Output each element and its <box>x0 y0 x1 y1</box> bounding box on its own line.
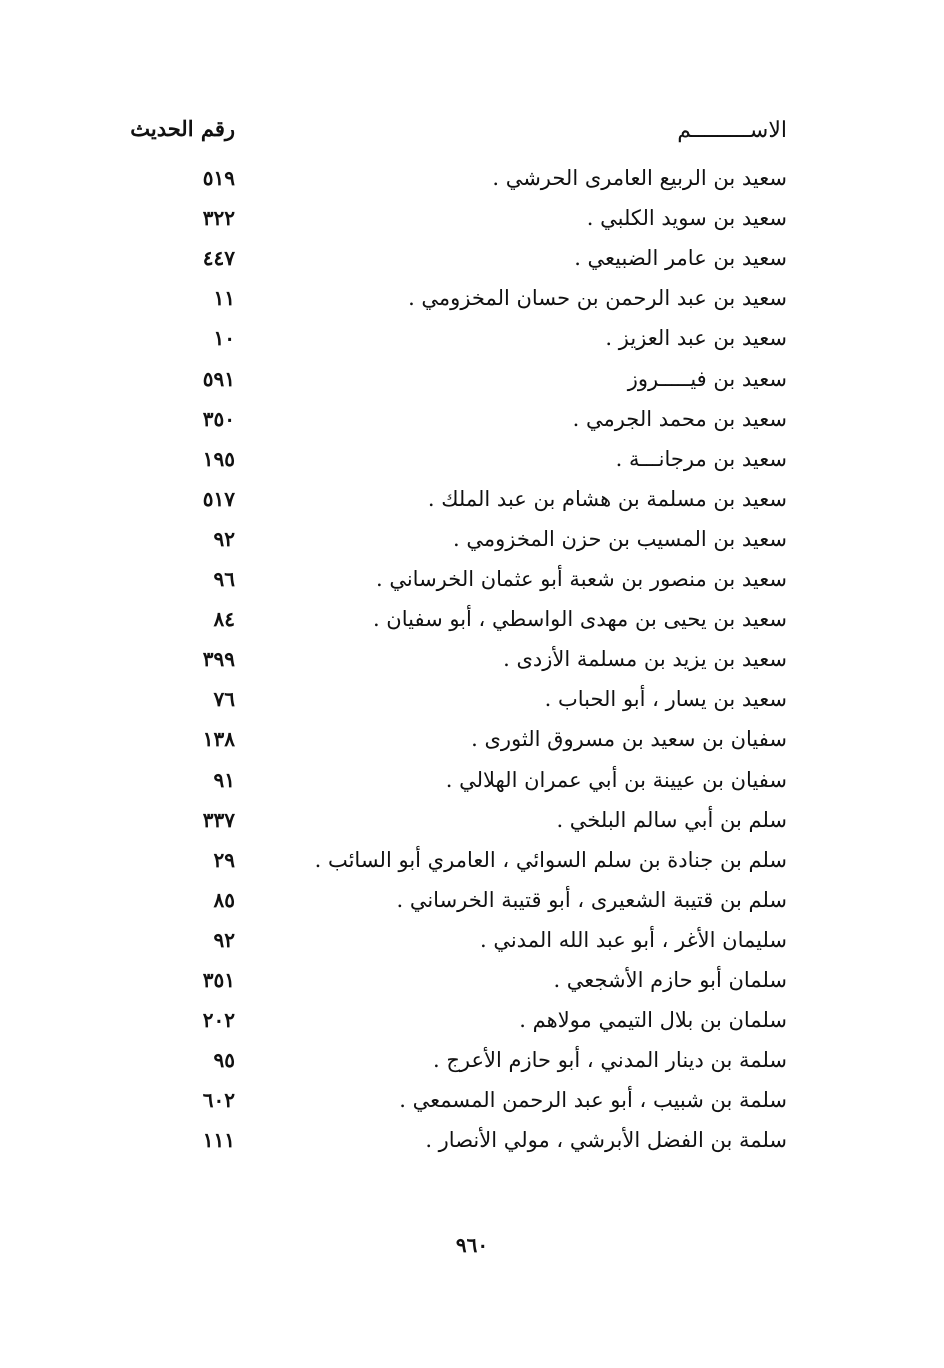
narrator-name: سعيد بن عامر الضبيعي . <box>574 246 787 270</box>
narrator-name: سعيد بن يزيد بن مسلمة الأزدى . <box>503 647 787 671</box>
index-entry-row <box>0 559 944 599</box>
index-entry-row <box>0 519 944 559</box>
index-entry-row <box>0 158 944 198</box>
hadith-number: ١١ <box>213 286 235 310</box>
narrator-name: سليمان الأغر ، أبو عبد الله المدني . <box>479 928 787 952</box>
index-entry-row <box>0 238 944 278</box>
narrator-name: سلمة بن دينار المدني ، أبو حازم الأعرج . <box>433 1048 787 1072</box>
hadith-number: ٩٢ <box>213 527 235 551</box>
narrator-name: سعيد بن منصور بن شعبة أبو عثمان الخرساني . <box>375 567 787 591</box>
narrator-name: سلمة بن شبيب ، أبو عبد الرحمن المسمعي . <box>399 1088 787 1112</box>
index-entry-row <box>0 920 944 960</box>
index-entry-row <box>0 479 944 519</box>
hadith-number: ١١١ <box>202 1128 235 1152</box>
index-entry-row <box>0 1120 944 1160</box>
index-entry-row <box>0 439 944 479</box>
hadith-number: ٣٥١ <box>202 968 235 992</box>
index-entry-row <box>0 278 944 318</box>
hadith-number: ٨٤ <box>213 607 235 631</box>
index-entry-row <box>0 840 944 880</box>
index-entry-row <box>0 399 944 439</box>
hadith-number: ٤٤٧ <box>202 246 235 270</box>
hadith-number: ١٣٨ <box>202 727 235 751</box>
hadith-number: ٣٢٢ <box>202 206 235 230</box>
hadith-number: ٩١ <box>213 768 235 792</box>
narrator-name: سعيد بن سويد الكلبي . <box>586 206 787 230</box>
hadith-number: ٢٩ <box>213 848 235 872</box>
index-entry-row <box>0 359 944 399</box>
name-column-header: الاســـــــــم <box>677 118 787 143</box>
hadith-number: ٩٢ <box>213 928 235 952</box>
hadith-number: ٨٥ <box>213 888 235 912</box>
hadith-number: ٣٥٠ <box>202 407 235 431</box>
hadith-number-column-header: رقم الحديث <box>130 116 235 141</box>
hadith-number: ٩٥ <box>213 1048 235 1072</box>
narrator-name: سلمة بن الفضل الأبرشي ، مولي الأنصار . <box>425 1128 787 1152</box>
hadith-number: ٣٩٩ <box>202 647 235 671</box>
narrator-name: سلم بن أبي سالم البلخي . <box>556 808 787 832</box>
hadith-number: ٥٩١ <box>202 367 235 391</box>
hadith-number: ٧٦ <box>213 687 235 711</box>
narrator-name: سعيد بن المسيب بن حزن المخزومي . <box>453 527 787 551</box>
hadith-number: ٢٠٢ <box>202 1008 235 1032</box>
index-entry-row <box>0 639 944 679</box>
narrator-name: سعيد بن فيـــــروز <box>627 367 787 391</box>
narrator-name: سلم بن قتيبة الشعيرى ، أبو قتيبة الخرساني . <box>396 888 787 912</box>
hadith-number: ٥١٩ <box>202 166 235 190</box>
narrator-name: سعيد بن يحيى بن مهدى الواسطي ، أبو سفيان . <box>372 607 787 631</box>
hadith-number: ٥١٧ <box>202 487 235 511</box>
hadith-number: ٦٠٢ <box>202 1088 235 1112</box>
narrator-name: سعيد بن محمد الجرمي . <box>572 407 787 431</box>
index-entry-row <box>0 800 944 840</box>
index-entry-row <box>0 960 944 1000</box>
page-number: ٩٦٠ <box>455 1233 489 1257</box>
narrator-name: سعيد بن عبد العزيز . <box>605 326 787 350</box>
narrator-name: سلمان أبو حازم الأشجعي . <box>553 968 787 992</box>
index-entry-row <box>0 679 944 719</box>
hadith-number: ١٠ <box>213 326 235 350</box>
hadith-number: ٣٣٧ <box>202 808 235 832</box>
narrator-name: سفيان بن عيينة بن أبي عمران الهلالي . <box>445 768 787 792</box>
narrator-name: سلم بن جنادة بن سلم السوائي ، العامري أبو السائب . <box>314 848 787 872</box>
index-entry-row <box>0 1080 944 1120</box>
narrator-name: سعيد بن يسار ، أبو الحباب . <box>544 687 787 711</box>
index-entry-row <box>0 198 944 238</box>
hadith-number: ٩٦ <box>213 567 235 591</box>
narrator-name: سفيان بن سعيد بن مسروق الثورى . <box>471 727 787 751</box>
index-entry-row <box>0 318 944 358</box>
index-entry-row <box>0 1040 944 1080</box>
hadith-number: ١٩٥ <box>202 447 235 471</box>
narrator-name: سعيد بن مسلمة بن هشام بن عبد الملك . <box>427 487 787 511</box>
narrator-name: سلمان بن بلال التيمي مولاهم . <box>519 1008 787 1032</box>
index-entry-row <box>0 719 944 759</box>
narrator-name: سعيد بن عبد الرحمن بن حسان المخزومي . <box>408 286 787 310</box>
index-entry-row <box>0 880 944 920</box>
index-entry-row <box>0 599 944 639</box>
narrator-name: سعيد بن مرجانـــة . <box>615 447 787 471</box>
index-entry-row <box>0 1000 944 1040</box>
narrator-name: سعيد بن الربيع العامرى الحرشي . <box>492 166 787 190</box>
index-entry-row <box>0 760 944 800</box>
